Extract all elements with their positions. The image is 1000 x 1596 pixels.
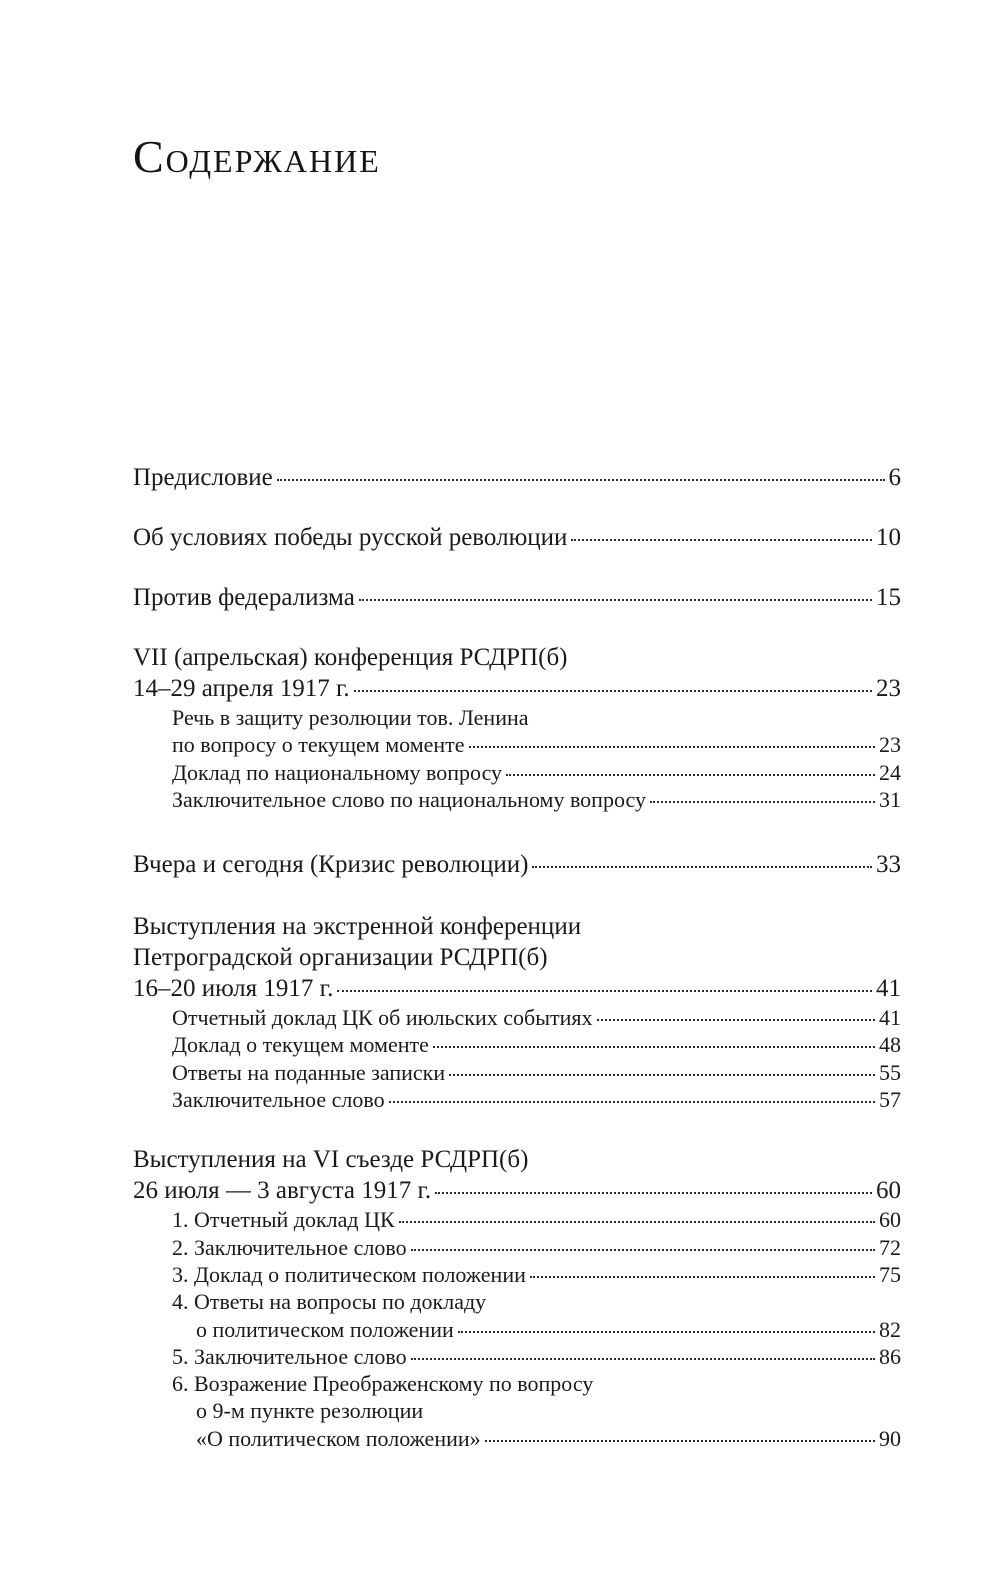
dot-leader: [597, 1019, 876, 1021]
toc-subentry-title: 2. Заключительное слово: [172, 1234, 407, 1260]
toc-subentry: [133, 1059, 901, 1086]
toc-page-number: 75: [879, 1261, 901, 1287]
toc-page-number: 15: [876, 584, 901, 611]
toc-line: [172, 786, 901, 813]
toc-subentry: [133, 1086, 901, 1113]
toc-subentry: [133, 1031, 901, 1058]
toc-line: [133, 462, 901, 493]
toc-entry-dates: 14–29 апреля 1917 г.: [133, 675, 350, 702]
toc-line: [133, 522, 901, 553]
toc-subentry: [133, 1288, 901, 1343]
toc-entry-april-conference: [133, 642, 901, 704]
toc-page-number: 60: [876, 1177, 901, 1205]
toc-page-number: 31: [879, 786, 901, 812]
toc-page-number: 90: [879, 1425, 901, 1451]
toc-entry-title: Вчера и сегодня (Кризис революции): [133, 851, 529, 879]
toc-page-number: 48: [879, 1032, 901, 1058]
toc-line: [172, 759, 901, 786]
dot-leader: [530, 1276, 875, 1278]
toc-subentry: [133, 786, 901, 813]
toc-subentry: [133, 1261, 901, 1288]
toc-entry-title: Против федерализма: [133, 584, 355, 611]
dot-leader: [389, 1101, 875, 1103]
toc-page-number: 60: [879, 1207, 901, 1233]
dot-leader: [337, 990, 872, 992]
table-of-contents: [133, 462, 901, 1452]
toc-entry-petrograd-conference: [133, 911, 901, 1004]
toc-subentry-title-cont: по вопросу о текущем моменте: [172, 732, 465, 758]
toc-line: [133, 673, 901, 704]
toc-entry-sixth-congress: [133, 1144, 901, 1206]
toc-subentry: [133, 704, 901, 759]
toc-entry-title: Выступления на экстренной конференции: [133, 913, 582, 941]
toc-entry-title: Об условиях победы русской революции: [133, 524, 568, 551]
toc-subentry: [133, 1370, 901, 1452]
dot-leader: [411, 1358, 875, 1360]
toc-page-number: 23: [876, 675, 901, 702]
toc-subentry-title: 6. Возражение Преображенскому по вопросу: [172, 1371, 594, 1397]
toc-line: [133, 849, 901, 880]
toc-subentry-title: 5. Заключительное слово: [172, 1343, 407, 1369]
toc-line: [133, 582, 901, 613]
toc-entry-title: Предисловие: [133, 464, 273, 491]
toc-entry-dates: 16–20 июля 1917 г.: [133, 975, 334, 1003]
toc-line: [172, 1425, 901, 1452]
toc-subentry-title-cont: о политическом положении: [196, 1316, 454, 1342]
dot-leader: [277, 479, 885, 481]
toc-line: [172, 731, 901, 758]
dot-leader: [458, 1331, 875, 1333]
toc-line: [172, 1031, 901, 1058]
toc-subentry: [133, 1234, 901, 1261]
page-title: Содержание: [133, 131, 381, 182]
toc-entry-yesterday: [133, 849, 901, 880]
toc-subentry-title: 3. Доклад о политическом положении: [172, 1261, 526, 1287]
dot-leader: [485, 1440, 875, 1442]
dot-leader: [354, 690, 872, 692]
toc-page-number: 82: [879, 1316, 901, 1342]
toc-subentry-title: 4. Ответы на вопросы по докладу: [172, 1289, 487, 1315]
toc-entry-conditions: [133, 522, 901, 553]
toc-subentry-title: Заключительное слово: [172, 1087, 385, 1113]
dot-leader: [435, 1192, 872, 1194]
toc-line: [133, 1175, 901, 1206]
toc-entry-preface: [133, 462, 901, 493]
toc-entry-title: Выступления на VI съезде РСДРП(б): [133, 1146, 529, 1174]
toc-line: [172, 1343, 901, 1370]
toc-line: [133, 973, 901, 1004]
toc-subentry: [133, 759, 901, 786]
toc-entry-dates: 26 июля — 3 августа 1917 г.: [133, 1177, 432, 1205]
dot-leader: [411, 1249, 875, 1251]
toc-subentry-title: Доклад по национальному вопросу: [172, 759, 503, 785]
toc-page-number: 72: [879, 1234, 901, 1260]
toc-page-number: 23: [879, 732, 901, 758]
toc-page-number: 41: [876, 975, 901, 1003]
toc-subentry: [133, 1206, 901, 1233]
toc-page-number: 55: [879, 1059, 901, 1085]
dot-leader: [359, 599, 872, 601]
toc-line: [172, 1004, 901, 1031]
toc-line: [172, 1234, 901, 1261]
dot-leader: [650, 801, 875, 803]
toc-subentry: [133, 1343, 901, 1370]
dot-leader: [433, 1046, 875, 1048]
toc-subentry: [133, 1004, 901, 1031]
toc-subentry-title: Заключительное слово по национальному вопросу: [172, 786, 646, 812]
dot-leader: [571, 539, 872, 541]
toc-line: [172, 1206, 901, 1233]
toc-subentry-title-cont: о 9-м пункте резолюции: [196, 1398, 424, 1424]
dot-leader: [532, 866, 872, 868]
toc-subentry-title: Речь в защиту резолюции тов. Ленина: [172, 705, 529, 730]
toc-line: [172, 1261, 901, 1288]
toc-entry-title-cont: Петроградской организации РСДРП(б): [133, 944, 548, 972]
toc-line: [172, 1086, 901, 1113]
toc-subentry-title: Доклад о текущем моменте: [172, 1032, 429, 1058]
dot-leader: [506, 774, 875, 776]
toc-entry-title: VII (апрельская) конференция РСДРП(б): [133, 644, 568, 671]
toc-page-number: 24: [879, 759, 901, 785]
toc-page-number: 6: [888, 464, 901, 491]
toc-page-number: 41: [879, 1005, 901, 1031]
dot-leader: [449, 1074, 875, 1076]
toc-page-number: 33: [876, 851, 901, 879]
toc-subentry-title: Отчетный доклад ЦК об июльских событиях: [172, 1005, 593, 1031]
toc-entry-federalism: [133, 582, 901, 613]
toc-subentry-title: 1. Отчетный доклад ЦК: [172, 1207, 395, 1233]
dot-leader: [399, 1221, 875, 1223]
toc-line: [172, 1316, 901, 1343]
toc-page-number: 57: [879, 1087, 901, 1113]
dot-leader: [469, 746, 875, 748]
toc-subentry-title: Ответы на поданные записки: [172, 1059, 446, 1085]
toc-page-number: 86: [879, 1343, 901, 1369]
toc-subentry-title-cont: «О политическом положении»: [196, 1425, 481, 1451]
toc-line: [172, 1059, 901, 1086]
toc-page-number: 10: [876, 524, 901, 551]
